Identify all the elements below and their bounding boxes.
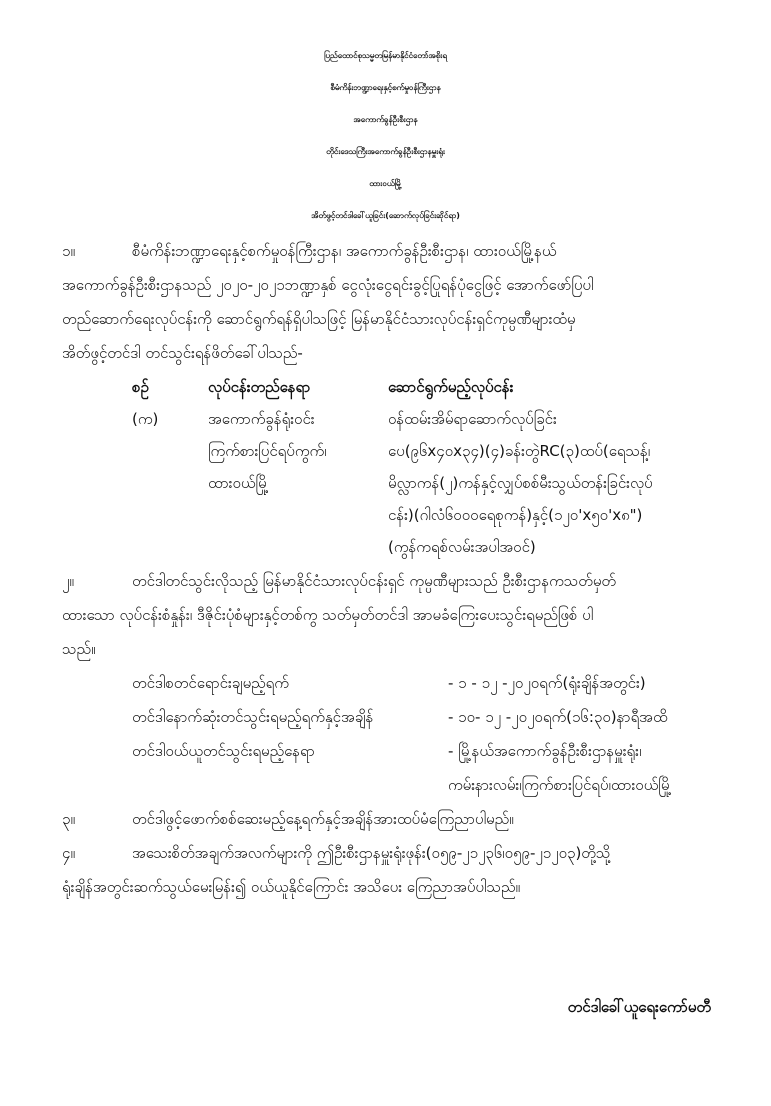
table-row-location-line1: အကောက်ခွန်ရုံးဝင်း: [208, 410, 315, 428]
schedule-sale-date-value: - ၁ - ၁၂ -၂၀၂၀ရက်(ရုံးချိန်အတွင်း): [448, 674, 646, 692]
header-ministry: စီမံကိန်းဘဏ္ဍာရေးနှင့်စက်မှုဝန်ကြီးဌာန: [330, 83, 441, 92]
para2-line1: တင်ဒါတင်သွင်းလိုသည့် မြန်မာနိုင်ငံသားလုပ်ငန်းရှင် ကုမ္ပဏီများသည် ဦးစီးဌာနကသတ်မှတ်: [132, 572, 617, 590]
header-department: အကောက်ခွန်ဦးစီးဌာန: [353, 115, 418, 124]
para4-line1: အသေးစိတ်အချက်အလက်များကို ဤဦးစီးဌာနမှူးရုံးဖုန်း(၀၅၉-၂၁၂၃၆၊၀၅၉-၂၁၂၀၃)တို့သို့: [132, 844, 611, 862]
para2-number: ၂။: [62, 572, 74, 590]
table-row-work-line2: ပေ(၉၆x၄၀x၃၄)(၄)ခန်းတွဲRC(၃)ထပ်(ရေသန့်၊: [388, 442, 651, 460]
table-row-location-line2: ကြက်စားပြင်ရပ်ကွက်၊: [208, 442, 327, 460]
table-row-location-line3: ထားဝယ်မြို့: [208, 474, 269, 492]
para2-line3: သည်။: [62, 640, 96, 658]
para3-number: ၃။: [62, 810, 75, 828]
para1-line4: အိတ်ဖွင့်တင်ဒါ တင်သွင်းရန်ဖိတ်ခေါ်ပါသည်-: [62, 344, 303, 362]
table-row-work-line3: မိလ္လာကန်(၂)ကန်နှင့်လျှပ်စစ်မီးသွယ်တန်းခြင်းလုပ်: [388, 474, 653, 492]
schedule-place-value-line1: - မြို့နယ်အကောက်ခွန်ဦးစီးဌာနမှူးရုံး၊: [448, 742, 642, 760]
para3-line1: တင်ဒါဖွင့်ဖောက်စစ်ဆေးမည့်နေ့ရက်နှင့်အချိန်အားထပ်မံကြေညာပါမည်။: [132, 810, 514, 828]
table-row-work-line5: (ကွန်ကရစ်လမ်းအပါအဝင်): [388, 538, 536, 556]
para2-line2: ထားသော လုပ်ငန်းစံနှုန်း၊ ဒီဇိုင်းပုံစံများနှင့်တစ်ကွ သတ်မှတ်တင်ဒါ အာမခံကြေးပေးသွင်းရမည်ဖြစ် ပါ: [62, 606, 594, 624]
para1-line3: တည်ဆောက်ရေးလုပ်ငန်းကို ဆောင်ရွက်ရန်ရှိပါသဖြင့် မြန်မာနိုင်ငံသားလုပ်ငန်းရှင်ကုမ္ပဏီများထံမှ: [62, 310, 576, 328]
header-government: ပြည်ထောင်စုသမ္မတမြန်မာနိုင်ငံတော်အစိုးရ: [324, 51, 447, 60]
para1-line2: အကောက်ခွန်ဦးစီးဌာနသည် ၂၀၂၀-၂၀၂၁ဘဏ္ဍာနှစ် ငွေလုံးငွေရင်းခွင့်ပြုရန်ပုံငွေဖြင့် အောက်ဖော်ပြပါ: [62, 276, 594, 294]
schedule-deadline-label: တင်ဒါနောက်ဆုံးတင်သွင်းရမည့်ရက်နှင့်အချိန်: [132, 708, 374, 726]
committee-signature: တင်ဒါခေါ်ယူရေးကော်မတီ: [567, 998, 711, 1016]
header-regional-office: တိုင်းဒေသကြီးအကောက်ခွန်ဦးစီးဌာနမှူးရုံး: [326, 147, 445, 156]
table-header-work: ဆောင်ရွက်မည့်လုပ်ငန်း: [388, 378, 514, 396]
para1-number: ၁။: [62, 242, 75, 260]
table-header-no: စဉ်: [132, 378, 149, 396]
para1-line1: စီမံကိန်းဘဏ္ဍာရေးနှင့်စက်မှုဝန်ကြီးဌာန၊ အကောက်ခွန်ဦးစီးဌာန၊ ထားဝယ်မြို့နယ်: [132, 242, 557, 260]
schedule-place-label: တင်ဒါဝယ်ယူတင်သွင်းရမည့်နေရာ: [132, 742, 315, 760]
para4-number: ၄။: [62, 844, 75, 862]
table-row-work-line1: ဝန်ထမ်းအိမ်ရာဆောက်လုပ်ခြင်း: [388, 410, 557, 428]
schedule-deadline-value: - ၁၀- ၁၂ -၂၀၂၀ရက်(၁၆:၃၀)နာရီအထိ: [448, 708, 668, 726]
document-title: အိတ်ဖွင့်တင်ဒါခေါ်ယူခြင်း(ဆောက်လုပ်ခြင်းဆိုင်ရာ): [311, 211, 460, 220]
schedule-sale-date-label: တင်ဒါစတင်ရောင်းချမည့်ရက်: [132, 674, 289, 692]
header-town: ထားဝယ်မြို့: [369, 179, 402, 188]
table-header-location: လုပ်ငန်းတည်နေရာ: [208, 378, 311, 396]
schedule-place-value-line2: ကမ်းနားလမ်း၊ကြက်စားပြင်ရပ်၊ထားဝယ်မြို့: [448, 776, 672, 794]
table-row-work-line4: ငန်း)(ဂါလံ၆၀၀၀ရေစုကန်)နှင့်(၁၂ဝ'x၅ဝ'x၈"): [388, 506, 643, 524]
para4-line2: ရုံးချိန်အတွင်းဆက်သွယ်မေးမြန်း၍ ဝယ်ယူနိုင်ကြောင်း အသိပေး ကြေညာအပ်ပါသည်။: [62, 878, 521, 896]
table-row-no: (က): [132, 410, 159, 428]
